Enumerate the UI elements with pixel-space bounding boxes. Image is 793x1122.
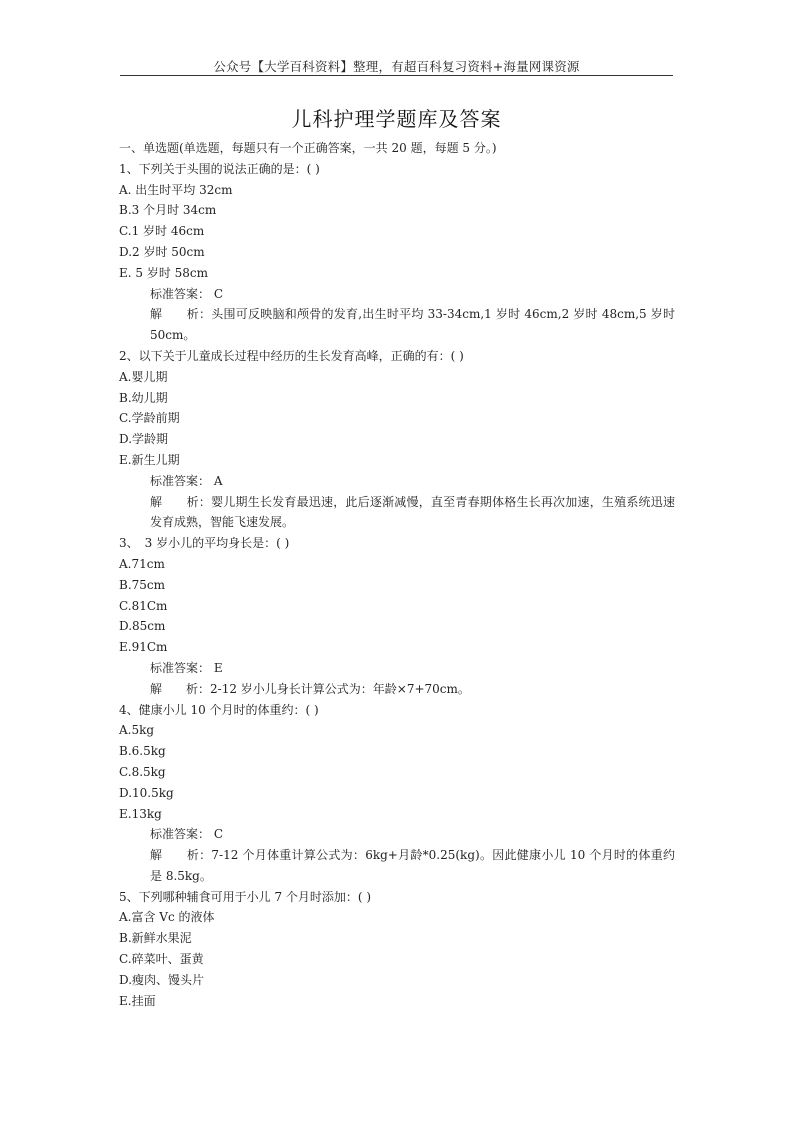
analysis-label: 解 析： [150, 494, 212, 509]
analysis-line [119, 845, 675, 887]
answer-value: E [213, 660, 223, 675]
option: C.学龄前期 [119, 411, 180, 426]
option: D.85cm [119, 619, 166, 634]
analysis-text: 婴儿期生长发育最迅速，此后逐渐减慢，直至青春期体格生长再次加速，生殖系统迅速发育成熟，智能飞速发展。 [150, 494, 675, 530]
analysis-line [119, 679, 675, 700]
option: D.2 岁时 50cm [119, 244, 205, 259]
option: D.学龄期 [119, 432, 169, 447]
option: A.富含 Vc 的液体 [119, 910, 215, 925]
option: E. 5 岁时 58cm [119, 265, 209, 280]
option: B.75cm [119, 577, 166, 592]
question-stem: 2、以下关于儿童成长过程中经历的生长发育高峰，正确的有：( ) [119, 348, 464, 363]
question [119, 159, 675, 346]
option: E.91Cm [119, 640, 168, 655]
option: C.81Cm [119, 598, 168, 613]
option: B.新鲜水果泥 [119, 931, 192, 946]
option: E.挂面 [119, 993, 156, 1008]
option: A. 出生时平均 32cm [119, 182, 233, 197]
option: A.5kg [119, 723, 155, 738]
answer-value: C [213, 286, 224, 301]
question-stem: 4、健康小儿 10 个月时的体重约：( ) [119, 702, 319, 717]
answer-label: 标准答案： [150, 660, 211, 675]
answer-value: A [213, 473, 223, 488]
option: A.婴儿期 [119, 369, 168, 384]
answer-line [119, 284, 675, 305]
answer-label: 标准答案： [150, 473, 211, 488]
analysis-text: 头围可反映脑和颅骨的发育,出生时平均 33-34cm,1 岁时 46cm,2 岁时 48cm,5 岁时 50cm。 [150, 307, 675, 343]
answer-line [119, 824, 675, 845]
option: C.碎菜叶、蛋黄 [119, 952, 204, 967]
document-body [119, 138, 675, 1011]
option: A.71cm [119, 556, 165, 571]
option: B.幼儿期 [119, 390, 168, 405]
answer-label: 标准答案： [150, 286, 211, 301]
answer-value: C [213, 827, 224, 842]
header-divider [120, 75, 673, 76]
document-title: 儿科护理学题库及答案 [291, 107, 502, 131]
analysis-text: 7-12 个月体重计算公式为：6kg+月龄*0.25(kg)。因此健康小儿 10 个月时的体重约是 8.5kg。 [150, 848, 675, 883]
analysis-line [119, 304, 675, 346]
option: E.新生儿期 [119, 452, 180, 467]
question-stem: 3、 3 岁小儿的平均身长是：( ) [119, 536, 290, 551]
analysis-text: 2-12 岁小儿身长计算公式为：年龄×7+70cm。 [210, 681, 470, 696]
option: D.10.5kg [119, 785, 174, 800]
question-stem: 5、下列哪种辅食可用于小儿 7 个月时添加：( ) [119, 889, 372, 904]
option: D.瘦肉、馒头片 [119, 972, 205, 987]
section-heading: 一、单选题(单选题，每题只有一个正确答案，一共 20 题，每题 5 分。) [119, 141, 497, 155]
question [119, 533, 675, 699]
analysis-label: 解 析： [150, 681, 211, 696]
page-header: 公众号【大学百科资料】整理，有超百科复习资料+海量网课资源 [213, 59, 580, 74]
option: E.13kg [119, 806, 162, 821]
option: B.6.5kg [119, 744, 166, 759]
answer-line [119, 471, 675, 492]
question-stem: 1、下列关于头围的说法正确的是：( ) [119, 161, 320, 176]
option: B.3 个月时 34cm [119, 203, 217, 218]
option: C.1 岁时 46cm [119, 224, 205, 239]
question [119, 346, 675, 533]
question [119, 700, 675, 887]
answer-line [119, 658, 675, 679]
answer-label: 标准答案： [150, 827, 211, 842]
question [119, 887, 675, 1012]
analysis-label: 解 析： [150, 848, 212, 863]
analysis-label: 解 析： [150, 307, 212, 322]
analysis-line [119, 492, 675, 534]
option: C.8.5kg [119, 764, 166, 779]
